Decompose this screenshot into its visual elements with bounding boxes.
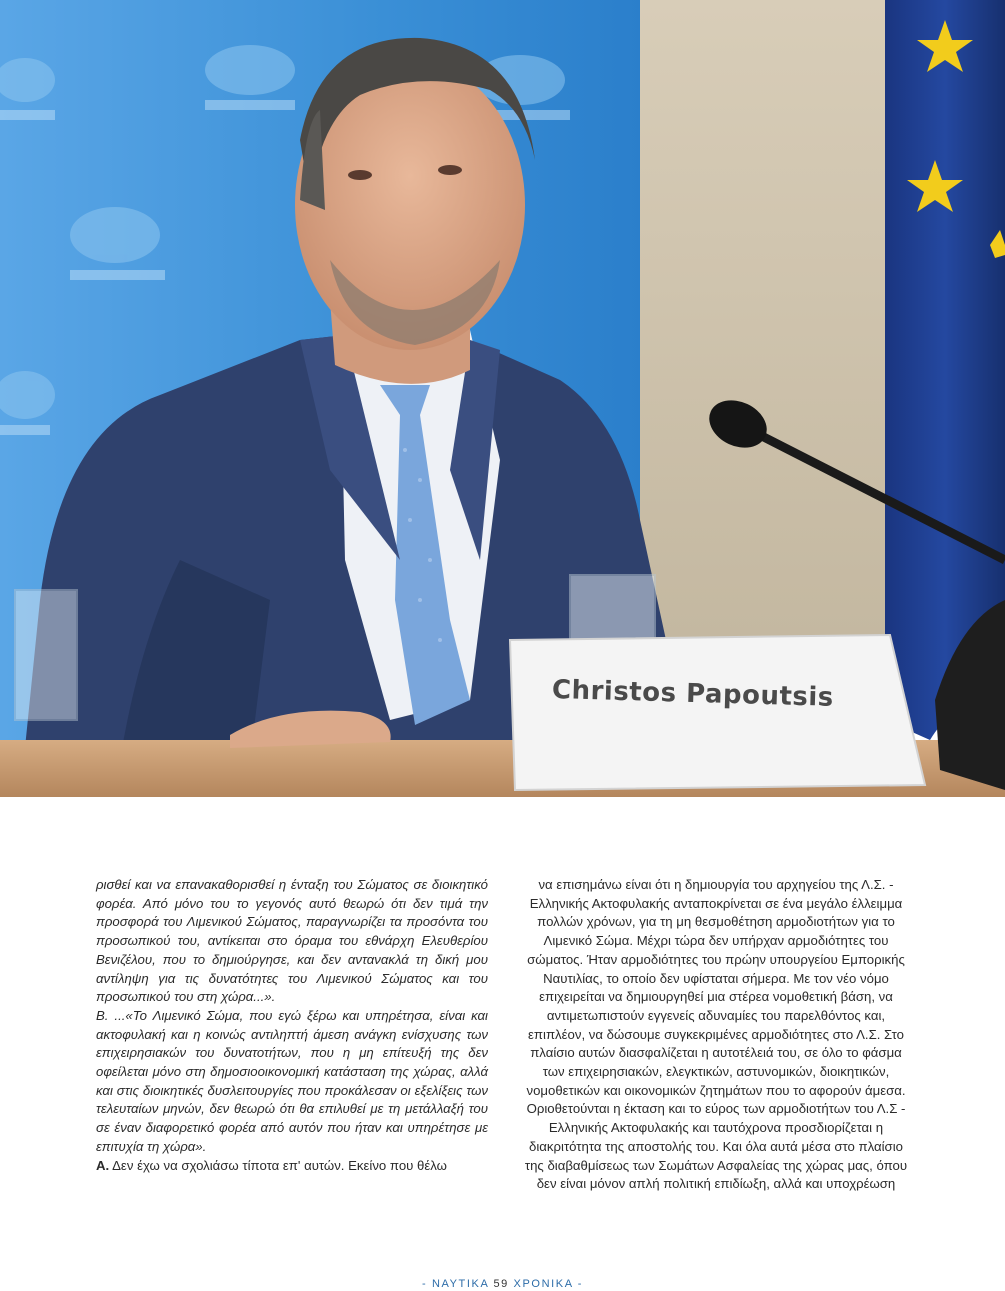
footer-right: ΧΡΟΝΙΚΑ - (513, 1278, 583, 1290)
answer-label-a: Α. (96, 1157, 110, 1173)
paragraph-a-text: Δεν έχω να σχολιάσω τίποτα επ' αυτών. Εκείνο που θέλω (112, 1157, 447, 1173)
page-number: 59 (493, 1278, 509, 1290)
placard-name: Christos Papoutsis (551, 675, 835, 713)
paragraph-b-text: ...«Το Λιμενικό Σώμα, που εγώ ξέρω και υπηρέτησα, είναι και ακτοφυλακή και η κοινώς αντιληπτή άμεση ανάγκη ενίσχυσης των επιχειρησιακών του δυνατοτήτων, που η μη επίτευξή της δεν οφείλεται μόνο στη δημοσιοοικονομική κατάσταση της χώρας, αλλά και στις διοικητικές δυσλειτουργίες που προκάλεσαν οι εξελίξεις των τελευταίων μηνών, δεν θεωρώ ότι θα επιλυθεί με τη μετάλλαξή του σε έναν διαφορετικό φορέα από αυτόν που ήταν και υπηρέτησε με επιτυχία τη χώρα». (96, 1007, 488, 1154)
paragraph-right: να επισημάνω είναι ότι η δημιουργία του αρχηγείου της Λ.Σ. - Ελληνικής Ακτοφυλακής ανταποκρίνεται σε ένα μεγάλο έλλειμμα πολλών χρόνων, για τη μη θεσμοθέτηση αρμοδιοτήτων για το Λιμενικό Σώμα. Μέχρι τώρα δεν υπήρχαν αρμοδιότητες του σώματος. Ήταν αρμοδιότητες του πρώην υπουργείου Εμπορικής Ναυτιλίας, το οποίο δεν υφίσταται σήμερα. Με τον νέο νόμο επιχειρείται να δημιουργηθεί μια στέρεα νομοθετική βάση, να αντιμετωπιστούν εγγενείς αδυναμίες του παρελθόντος και, επιπλέον, να δώσουμε συγκεκριμένες αρμοδιότητες στο Λ.Σ. Στο πλαίσιο αυτών διασφαλίζεται η αυτοτέλειά του, σε όλο το φάσμα των επιχειρησιακών, ελεγκτικών, αστυνομικών, διοικητικών, νομοθετικών και οικονομικών ζητημάτων που το αφορούν άμεσα. Οριοθετούνται η έκταση και το εύρος των αρμοδιοτήτων του Λ.Σ - Ελληνικής Ακτοφυλακής και ταυτόχρονα προσδιορίζεται η διακριτότητα της αποστολής του. Και όλα αυτά μέσα στο πλαίσιο της διαβαθμίσεως των Σωμάτων Ασφαλείας της χώρας μας, όπου δεν είναι μόνον απλή πολιτική επιδίωξη, αλλά και υποχρέωση (524, 877, 908, 1192)
water-glass-left (15, 590, 77, 720)
water-glass-right (570, 575, 655, 645)
paragraph-a (96, 1157, 488, 1176)
paragraph-b (96, 1007, 488, 1157)
page-footer (0, 1278, 1005, 1290)
paragraph: ρισθεί και να επανακαθορισθεί η ένταξη του Σώματος σε διοικητικό φορέα. Από μόνο του το γεγονός αυτό θεωρώ ότι δεν τιμά την προσφορά του Λιμενικού Σώματος, παραγνωρίζει τα προσόντα του προσωπικού του, αντίκειται στο όραμα του εθνάρχη Ελευθερίου Βενιζέλου, που το δημιούργησε, και δεν αντανακλά τη δική μου αντίληψη για τις δυνατότητες του Λιμενικού Σώματος και του προσωπικού του στη χώρα...». (96, 877, 488, 1005)
article-column-right (521, 876, 911, 1194)
question-label-b: Β. (96, 1007, 109, 1023)
footer-left: - ΝΑΥΤΙΚΑ (422, 1278, 489, 1290)
article-column-left (96, 876, 488, 1175)
